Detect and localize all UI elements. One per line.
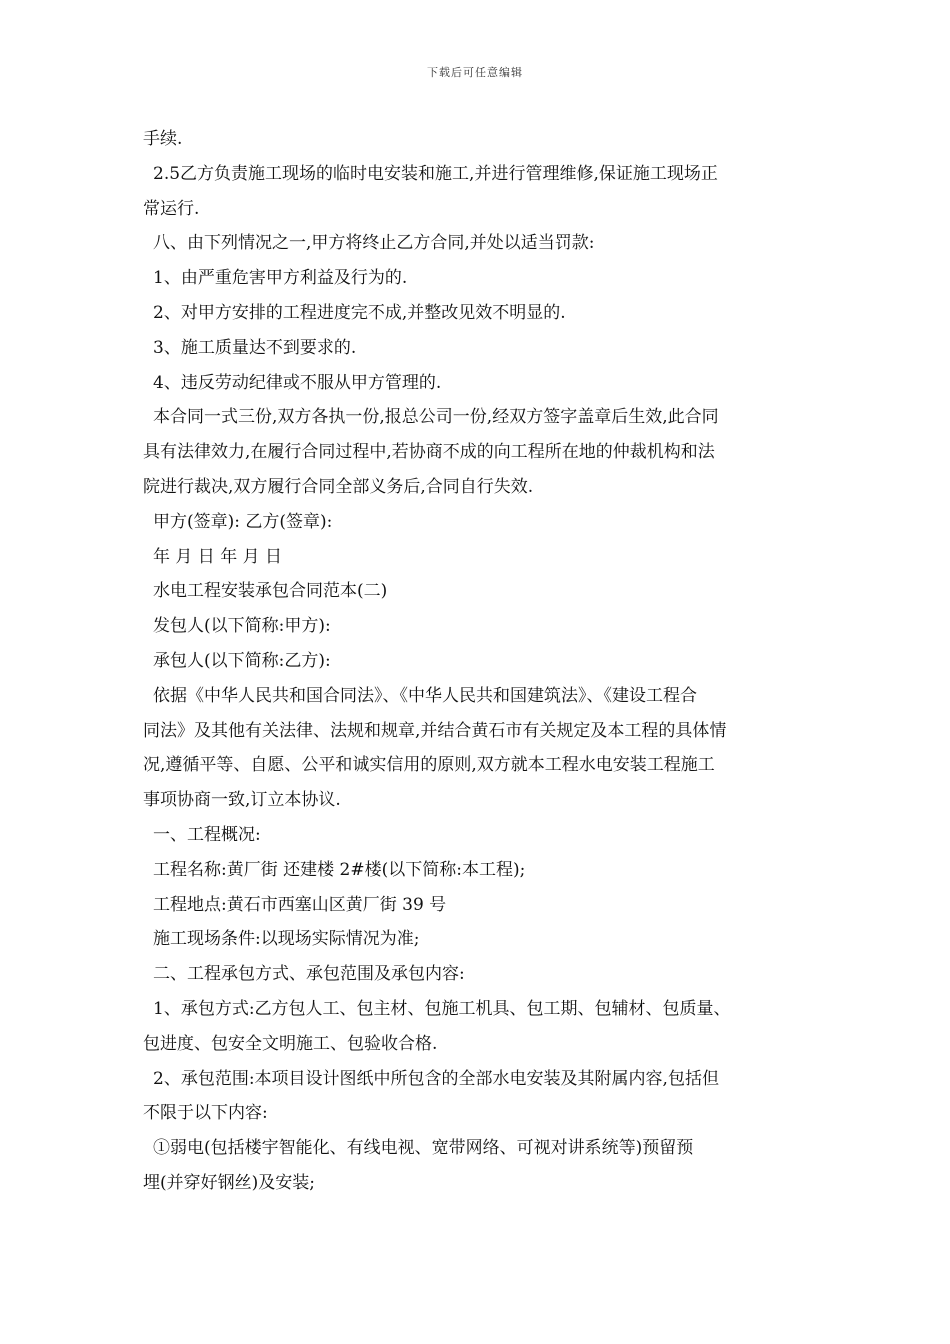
project-location: 工程地点:黄石市西塞山区黄厂街 39 号 (153, 894, 447, 915)
text-line: 同法》及其他有关法律、法规和规章,并结合黄石市有关规定及本工程的具体情 (143, 720, 727, 741)
text-line: 事项协商一致,订立本协议. (143, 790, 341, 811)
project-name: 工程名称:黄厂街 还建楼 2#楼(以下简称:本工程); (153, 859, 526, 880)
text-line: 院进行裁决,双方履行合同全部义务后,合同自行失效. (143, 476, 534, 497)
list-item: 2、承包范围:本项目设计图纸中所包含的全部水电安装及其附属内容,包括但 (153, 1068, 719, 1089)
list-item: 2、对甲方安排的工程进度完不成,并整改见效不明显的. (153, 302, 566, 323)
text-line: 本合同一式三份,双方各执一份,报总公司一份,经双方签字盖章后生效,此合同 (153, 407, 719, 428)
text-line: 手续. (143, 129, 183, 149)
text-line: 不限于以下内容: (143, 1103, 268, 1124)
party-a-line: 发包人(以下简称:甲方): (153, 616, 331, 637)
date-line: 年 月 日 年 月 日 (153, 546, 283, 567)
list-item: 1、承包方式:乙方包人工、包主材、包施工机具、包工期、包辅材、包质量、 (153, 998, 731, 1019)
party-b-line: 承包人(以下简称:乙方): (153, 650, 331, 671)
page-header: 下载后可任意编辑 (427, 66, 523, 79)
signature-line: 甲方(签章): 乙方(签章): (153, 511, 333, 532)
text-line: 具有法律效力,在履行合同过程中,若协商不成的向工程所在地的仲裁机构和法 (143, 442, 715, 463)
text-line: 2.5乙方负责施工现场的临时电安装和施工,并进行管理维修,保证施工现场正 (153, 163, 718, 184)
text-line: 况,遵循平等、自愿、公平和诚实信用的原则,双方就本工程水电安装工程施工 (143, 755, 715, 776)
text-line: 埋(并穿好钢丝)及安装; (143, 1172, 315, 1193)
list-item: ①弱电(包括楼宇智能化、有线电视、宽带网络、可视对讲系统等)预留预 (153, 1138, 694, 1159)
list-item: 1、由严重危害甲方利益及行为的. (153, 268, 408, 289)
section-heading: 一、工程概况: (153, 824, 261, 845)
section-heading: 八、由下列情况之一,甲方将终止乙方合同,并处以适当罚款: (153, 233, 595, 254)
text-line: 包进度、包安全文明施工、包验收合格. (143, 1033, 438, 1054)
document-title: 水电工程安装承包合同范本(二) (153, 581, 388, 602)
text-line: 依据《中华人民共和国合同法》、《中华人民共和国建筑法》、《建设工程合 (153, 685, 697, 706)
list-item: 4、违反劳动纪律或不服从甲方管理的. (153, 372, 442, 393)
list-item: 3、施工质量达不到要求的. (153, 337, 357, 358)
site-conditions: 施工现场条件:以现场实际情况为准; (153, 929, 420, 950)
document-body (143, 122, 811, 1201)
section-heading: 二、工程承包方式、承包范围及承包内容: (153, 964, 465, 985)
text-line: 常运行. (143, 198, 200, 219)
